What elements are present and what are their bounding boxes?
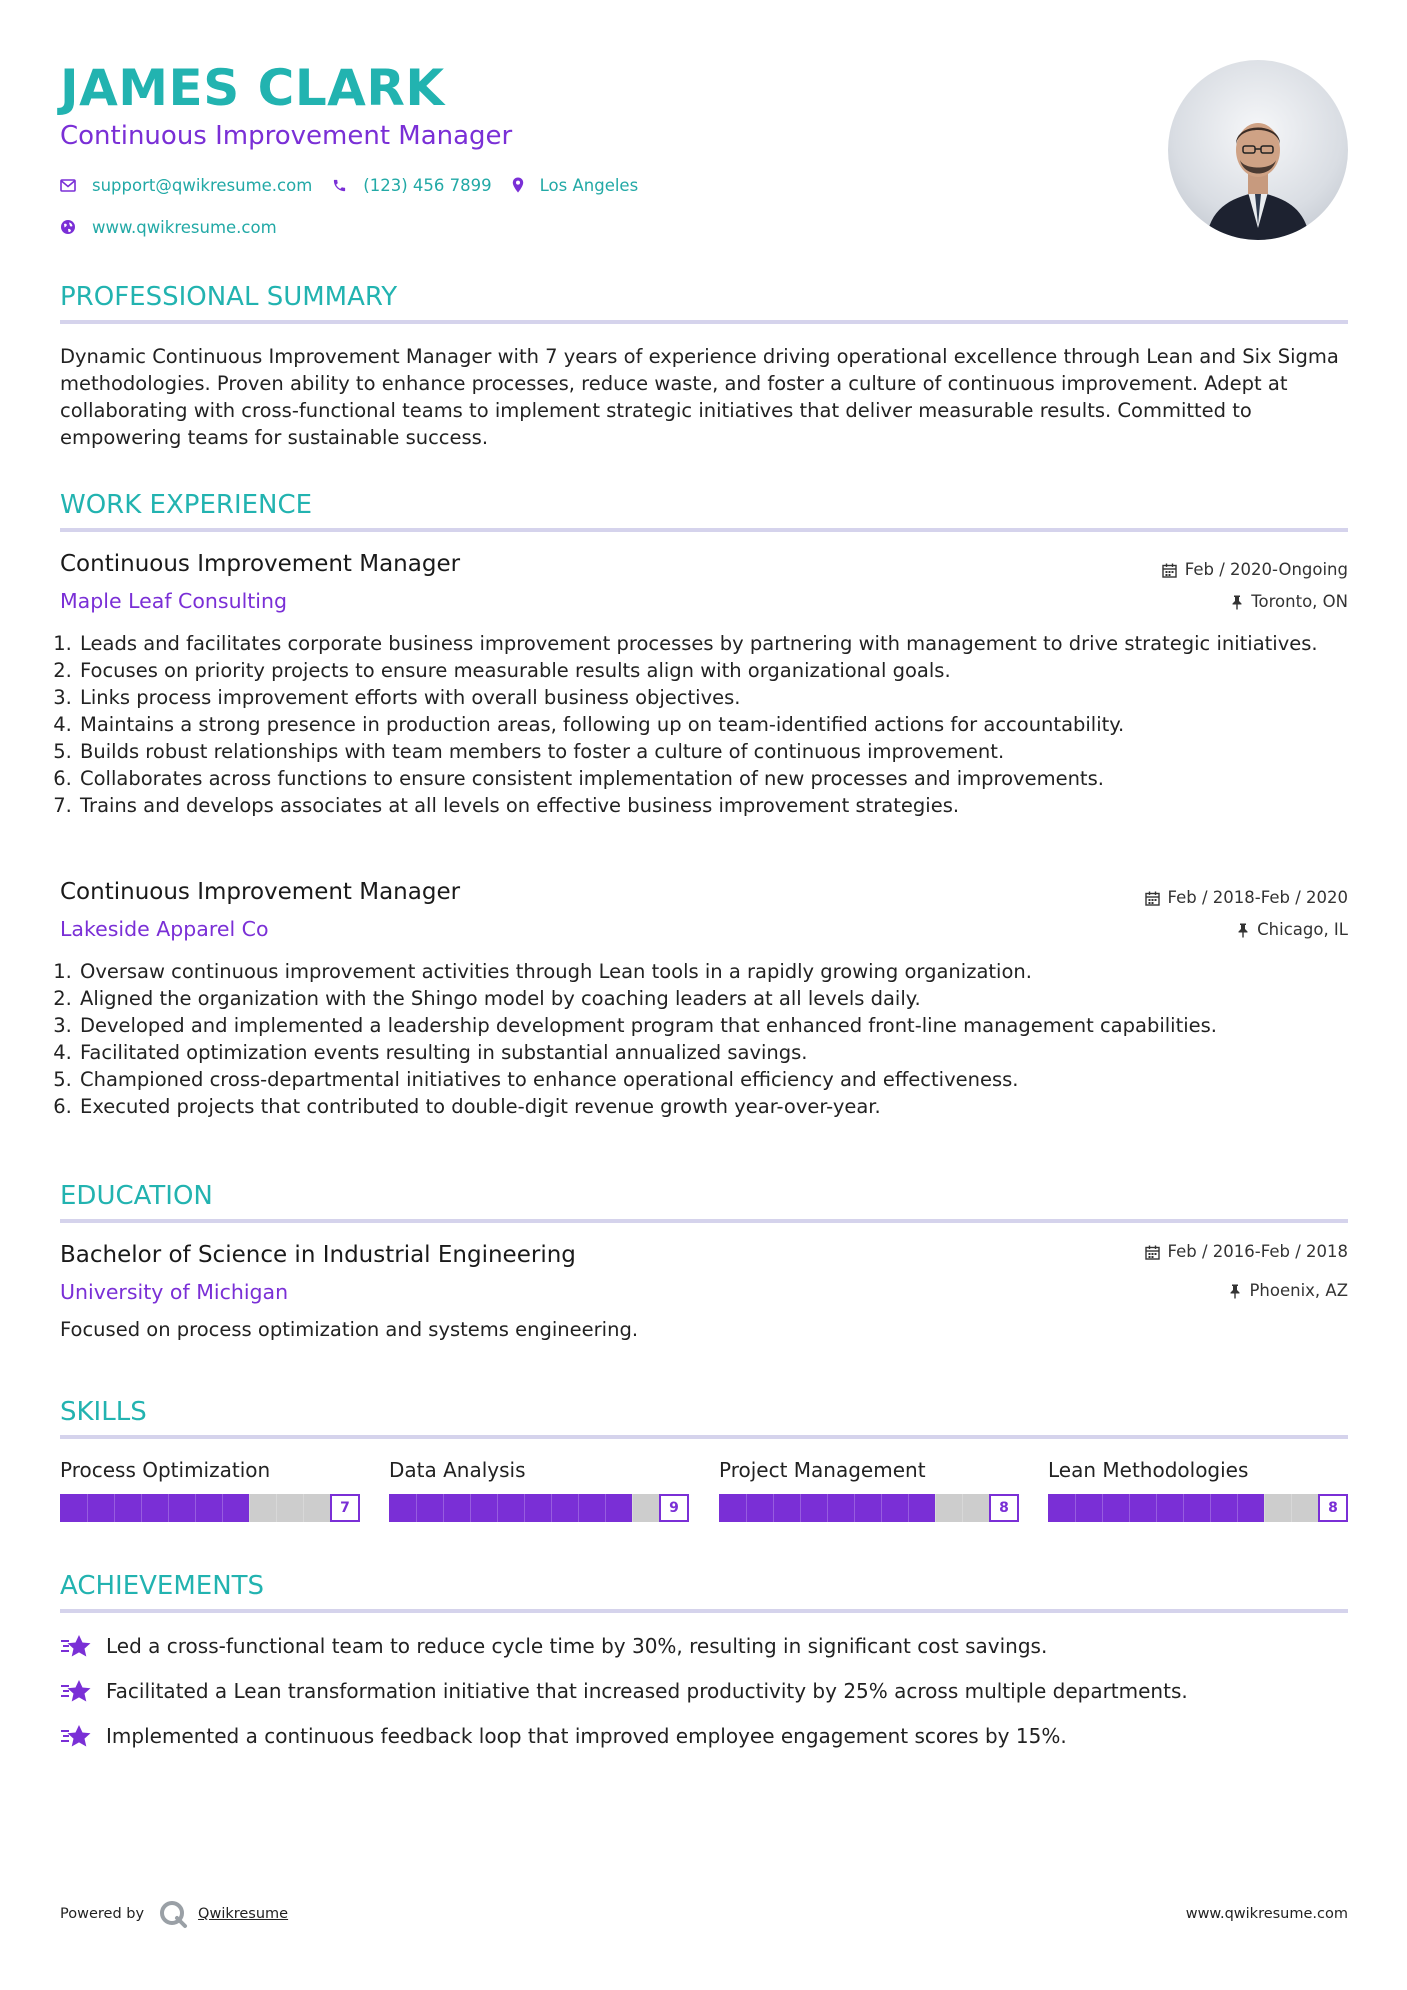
- job-dates: [1145, 887, 1348, 909]
- education-dates-text: Feb / 2016-Feb / 2018: [1167, 1242, 1348, 1261]
- calendar-icon: [1145, 891, 1160, 906]
- skill-item: [389, 1456, 689, 1522]
- job-location-text: Toronto, ON: [1251, 592, 1348, 611]
- pushpin-icon: [1237, 923, 1249, 938]
- profile-photo: [1168, 60, 1348, 240]
- achievements-heading: ACHIEVEMENTS: [60, 1571, 265, 1601]
- education-dates: [1145, 1241, 1348, 1263]
- skill-level: 8: [989, 1494, 1019, 1522]
- skills-heading: SKILLS: [60, 1397, 147, 1427]
- globe-icon: [60, 219, 76, 235]
- education-divider: [60, 1219, 1348, 1223]
- skill-bar-tick: [195, 1494, 196, 1522]
- skill-bar-tick: [416, 1494, 417, 1522]
- skill-bar-tick: [1264, 1494, 1265, 1522]
- website-row: [60, 214, 297, 240]
- skill-bar-empty: [632, 1494, 659, 1522]
- achievements-divider: [60, 1609, 1348, 1613]
- skill-bar-tick: [276, 1494, 277, 1522]
- skill-bar-tick: [1102, 1494, 1103, 1522]
- list-item: 5. Builds robust relationships with team members to foster a culture of continuous improvement.: [78, 738, 1368, 765]
- star-icon: [60, 1723, 92, 1749]
- skill-bar-tick: [962, 1494, 963, 1522]
- brand-link[interactable]: Qwikresume: [198, 1906, 289, 1922]
- website-link[interactable]: www.qwikresume.com: [92, 217, 277, 237]
- skill-item: [60, 1456, 360, 1522]
- candidate-name: JAMES CLARK: [60, 59, 445, 117]
- skill-bar-tick: [800, 1494, 801, 1522]
- skill-bar-tick: [1291, 1494, 1292, 1522]
- powered-by-label: Powered by: [60, 1906, 145, 1922]
- list-item: 4. Maintains a strong presence in production areas, following up on team-identified actions for accountability.: [78, 711, 1368, 738]
- skill-bar-tick: [249, 1494, 250, 1522]
- calendar-icon: [1162, 563, 1177, 578]
- list-item: 1. Oversaw continuous improvement activities through Lean tools in a rapidly growing organization.: [78, 958, 1368, 985]
- envelope-icon: [60, 179, 76, 192]
- skill-bar-tick: [746, 1494, 747, 1522]
- skill-bar-fill: [389, 1494, 632, 1522]
- skill-bar-tick: [114, 1494, 115, 1522]
- job-location: [1231, 591, 1348, 613]
- phone-icon: [332, 178, 347, 193]
- job-company: Maple Leaf Consulting: [60, 589, 288, 613]
- star-icon: [60, 1678, 92, 1704]
- skill-name: Project Management: [719, 1458, 926, 1482]
- job-company: Lakeside Apparel Co: [60, 917, 269, 941]
- list-item: 7. Trains and develops associates at all levels on effective business improvement strategies.: [78, 792, 1368, 819]
- summary-heading: PROFESSIONAL SUMMARY: [60, 282, 398, 312]
- skill-level: 8: [1318, 1494, 1348, 1522]
- skill-bar-tick: [827, 1494, 828, 1522]
- summary-divider: [60, 320, 1348, 324]
- skill-bar-tick: [773, 1494, 774, 1522]
- email-link[interactable]: support@qwikresume.com: [92, 175, 313, 195]
- skill-bar-tick: [1129, 1494, 1130, 1522]
- skill-level: 7: [330, 1494, 360, 1522]
- skill-bar-tick: [1075, 1494, 1076, 1522]
- school-name: University of Michigan: [60, 1280, 289, 1304]
- list-item: 3. Links process improvement efforts with overall business objectives.: [78, 684, 1368, 711]
- job-role: Continuous Improvement Manager: [60, 551, 461, 577]
- job-dates-text: Feb / 2018-Feb / 2020: [1167, 888, 1348, 907]
- skill-bar: [1048, 1494, 1348, 1522]
- skill-bar-tick: [1210, 1494, 1211, 1522]
- skill-bar-tick: [303, 1494, 304, 1522]
- achievement-text: Led a cross-functional team to reduce cycle time by 30%, resulting in significant cost savings.: [106, 1634, 1048, 1658]
- skill-bar-tick: [524, 1494, 525, 1522]
- list-item: 2. Focuses on priority projects to ensure measurable results align with organizational goals.: [78, 657, 1368, 684]
- skill-bar: [719, 1494, 1019, 1522]
- achievement-text: Facilitated a Lean transformation initiative that increased productivity by 25% across multiple departments.: [106, 1679, 1188, 1703]
- skill-bar-tick: [908, 1494, 909, 1522]
- skill-bar-tick: [632, 1494, 633, 1522]
- achievement-item: [60, 1630, 1047, 1662]
- skill-bar-tick: [470, 1494, 471, 1522]
- skills-divider: [60, 1435, 1348, 1439]
- experience-heading: WORK EXPERIENCE: [60, 490, 313, 520]
- list-item: 3. Developed and implemented a leadership development program that enhanced front-line management capabilities.: [78, 1012, 1368, 1039]
- skill-bar-tick: [168, 1494, 169, 1522]
- skill-name: Data Analysis: [389, 1458, 526, 1482]
- job-location-text: Chicago, IL: [1257, 920, 1348, 939]
- skill-item: [719, 1456, 1019, 1522]
- list-item: 2. Aligned the organization with the Shingo model by coaching leaders at all levels daily.: [78, 985, 1368, 1012]
- calendar-icon: [1145, 1245, 1160, 1260]
- pushpin-icon: [1231, 595, 1243, 610]
- degree-title: Bachelor of Science in Industrial Engineering: [60, 1242, 576, 1268]
- phone-number: (123) 456 7899: [363, 175, 492, 195]
- star-icon: [60, 1633, 92, 1659]
- list-item: 5. Championed cross-departmental initiatives to enhance operational efficiency and effectiveness.: [78, 1066, 1368, 1093]
- education-description: Focused on process optimization and systems engineering.: [60, 1318, 639, 1341]
- pushpin-icon: [1229, 1284, 1241, 1299]
- skill-bar-tick: [87, 1494, 88, 1522]
- skill-bar-tick: [497, 1494, 498, 1522]
- job-bullets: [60, 958, 1368, 1120]
- skill-bar-tick: [578, 1494, 579, 1522]
- skill-bar-tick: [443, 1494, 444, 1522]
- job-dates-text: Feb / 2020-Ongoing: [1184, 560, 1348, 579]
- education-heading: EDUCATION: [60, 1181, 213, 1211]
- experience-divider: [60, 528, 1348, 532]
- job-bullets: [60, 630, 1368, 819]
- job-location: [1237, 919, 1348, 941]
- achievement-text: Implemented a continuous feedback loop that improved employee engagement scores by 15%.: [106, 1724, 1067, 1748]
- skill-bar-tick: [605, 1494, 606, 1522]
- job-dates: [1162, 559, 1348, 581]
- skill-bar-tick: [881, 1494, 882, 1522]
- skill-bar-tick: [1237, 1494, 1238, 1522]
- list-item: 6. Collaborates across functions to ensure consistent implementation of new processes and improvements.: [78, 765, 1368, 792]
- map-pin-icon: [512, 177, 524, 193]
- achievement-item: [60, 1720, 1067, 1752]
- skill-level: 9: [659, 1494, 689, 1522]
- skill-bar-fill: [60, 1494, 249, 1522]
- skill-bar-tick: [1183, 1494, 1184, 1522]
- skill-bar-tick: [551, 1494, 552, 1522]
- skill-name: Process Optimization: [60, 1458, 271, 1482]
- summary-text: Dynamic Continuous Improvement Manager with 7 years of experience driving operational excellence through Lean and Six Sigma methodologies. Proven ability to enhance processes, reduce waste, and foster a culture of continuous improvement. Adept at collaborating with cross-functional teams to implement strategic initiatives that deliver measurable results. Committed to empowering teams for sustainable success.: [60, 345, 1339, 449]
- skill-bar-tick: [1156, 1494, 1157, 1522]
- contact-row: [60, 172, 658, 198]
- skill-name: Lean Methodologies: [1048, 1458, 1249, 1482]
- candidate-title: Continuous Improvement Manager: [60, 121, 513, 151]
- qwikresume-logo-icon: [158, 1899, 188, 1929]
- education-location: [1229, 1280, 1348, 1302]
- skill-bar-tick: [854, 1494, 855, 1522]
- skill-bar-tick: [141, 1494, 142, 1522]
- skill-bar-tick: [222, 1494, 223, 1522]
- skill-bar-empty: [249, 1494, 330, 1522]
- achievement-item: [60, 1675, 1188, 1707]
- footer-url[interactable]: www.qwikresume.com: [1185, 1906, 1348, 1922]
- job-role: Continuous Improvement Manager: [60, 879, 461, 905]
- skill-bar: [60, 1494, 360, 1522]
- list-item: 4. Facilitated optimization events resulting in substantial annualized savings.: [78, 1039, 1368, 1066]
- skill-bar: [389, 1494, 689, 1522]
- list-item: 1. Leads and facilitates corporate business improvement processes by partnering with management to drive strategic initiatives.: [78, 630, 1368, 657]
- location-text: Los Angeles: [539, 175, 639, 195]
- skill-item: [1048, 1456, 1348, 1522]
- footer-powered: [60, 1899, 288, 1929]
- education-location-text: Phoenix, AZ: [1249, 1281, 1348, 1300]
- list-item: 6. Executed projects that contributed to double-digit revenue growth year-over-year.: [78, 1093, 1368, 1120]
- skill-bar-tick: [935, 1494, 936, 1522]
